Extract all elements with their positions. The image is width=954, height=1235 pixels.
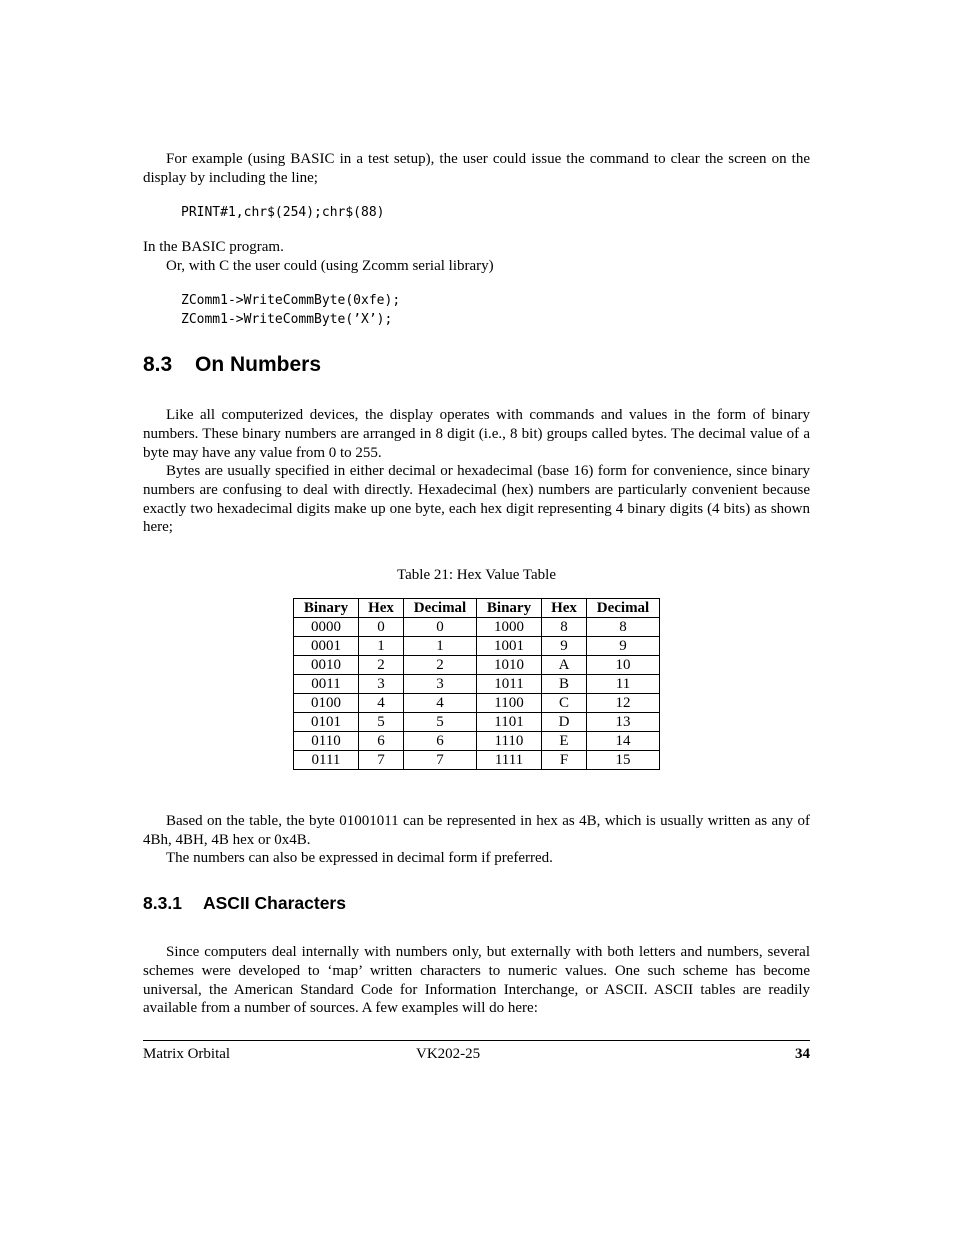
table-cell: 5 [404, 713, 477, 732]
table-cell: 1111 [477, 751, 542, 770]
section-number: 8.3 [143, 353, 173, 376]
table-cell: 5 [359, 713, 404, 732]
after-table-paragraph-1: Based on the table, the byte 01001011 can be represented in hex as 4B, which is usually written as any of 4Bh, 4BH, 4B hex or 0x4B. [143, 813, 810, 848]
table-header-row [294, 599, 660, 618]
numbers-paragraph-1: Like all computerized devices, the display operates with commands and values in the form of binary numbers. These binary numbers are arranged in 8 digit (i.e., 8 bit) groups called bytes. The decimal value of a byte may have any value from 0 to 255. [143, 407, 810, 461]
table-cell: 0110 [294, 732, 359, 751]
header-hex-1: Hex [359, 599, 404, 618]
table-cell: 12 [587, 694, 660, 713]
header-binary-2: Binary [477, 599, 542, 618]
table-cell: 7 [404, 751, 477, 770]
table-row [294, 732, 660, 751]
subsection-heading [143, 893, 346, 914]
footer-company: Matrix Orbital [143, 1046, 231, 1062]
table-cell: 6 [359, 732, 404, 751]
table-cell: 8 [587, 618, 660, 637]
table-row [294, 694, 660, 713]
table-cell: 1001 [477, 637, 542, 656]
table-row [294, 637, 660, 656]
section-heading [143, 353, 321, 377]
c-code-line-2: ZComm1->WriteCommByte(’X’); [181, 312, 393, 327]
hex-value-table [293, 598, 660, 770]
footer-model: VK202-25 [416, 1046, 481, 1062]
table-cell: 9 [587, 637, 660, 656]
intro-paragraph: For example (using BASIC in a test setup), the user could issue the command to clear the screen on the display by including the line; [143, 151, 810, 186]
table-cell: 1 [404, 637, 477, 656]
table-cell: 0111 [294, 751, 359, 770]
table-cell: 4 [359, 694, 404, 713]
table-cell: E [542, 732, 587, 751]
table-cell: 3 [359, 675, 404, 694]
table-cell: C [542, 694, 587, 713]
table-cell: 2 [359, 656, 404, 675]
table-cell: 0 [404, 618, 477, 637]
table-cell: 15 [587, 751, 660, 770]
table-cell: 0100 [294, 694, 359, 713]
table-cell: 0011 [294, 675, 359, 694]
table-caption: Table 21: Hex Value Table [397, 567, 556, 583]
table-cell: 4 [404, 694, 477, 713]
table-cell: 8 [542, 618, 587, 637]
table-row [294, 618, 660, 637]
table-cell: 6 [404, 732, 477, 751]
basic-code-line: PRINT#1,chr$(254);chr$(88) [181, 205, 385, 220]
table-cell: 0101 [294, 713, 359, 732]
c-intro-text: Or, with C the user could (using Zcomm serial library) [166, 258, 494, 274]
table-cell: 1000 [477, 618, 542, 637]
table-cell: 0 [359, 618, 404, 637]
table-cell: 3 [404, 675, 477, 694]
subsection-title: ASCII Characters [203, 893, 346, 913]
table-cell: 0000 [294, 618, 359, 637]
table-cell: 2 [404, 656, 477, 675]
table-row [294, 675, 660, 694]
header-decimal-2: Decimal [587, 599, 660, 618]
table-cell: 7 [359, 751, 404, 770]
header-binary-1: Binary [294, 599, 359, 618]
table-cell: F [542, 751, 587, 770]
table-cell: 1110 [477, 732, 542, 751]
ascii-paragraph: Since computers deal internally with numbers only, but externally with both letters and numbers, several schemes were developed to ‘map’ written characters to numeric values. One such scheme has become universal, the American Standard Code for Information Interchange, or ASCII. ASCII tables are readily available from a number of sources. A few examples will do here: [143, 944, 810, 1017]
basic-program-text: In the BASIC program. [143, 239, 284, 255]
table-cell: A [542, 656, 587, 675]
table-cell: 1010 [477, 656, 542, 675]
page-number: 34 [795, 1046, 810, 1062]
table-cell: 9 [542, 637, 587, 656]
header-decimal-1: Decimal [404, 599, 477, 618]
table-cell: 1011 [477, 675, 542, 694]
section-title: On Numbers [195, 353, 322, 376]
table-cell: 1100 [477, 694, 542, 713]
table-cell: 1101 [477, 713, 542, 732]
table-cell: D [542, 713, 587, 732]
subsection-number: 8.3.1 [143, 893, 182, 913]
numbers-paragraph-2: Bytes are usually specified in either decimal or hexadecimal (base 16) form for convenience, since binary numbers are confusing to deal with directly. Hexadecimal (hex) numbers are particularly convenient because exactly two hexadecimal digits make up one byte, each hex digit representing 4 binary digits (4 bits) as shown here; [143, 463, 810, 536]
hex-table-wrapper [143, 598, 810, 770]
table-row [294, 713, 660, 732]
table-row [294, 656, 660, 675]
table-cell: 13 [587, 713, 660, 732]
table-cell: 1 [359, 637, 404, 656]
table-cell: 0010 [294, 656, 359, 675]
table-cell: B [542, 675, 587, 694]
table-cell: 10 [587, 656, 660, 675]
table-cell: 0001 [294, 637, 359, 656]
page-footer [143, 1040, 810, 1062]
table-cell: 11 [587, 675, 660, 694]
table-row [294, 751, 660, 770]
c-code-line-1: ZComm1->WriteCommByte(0xfe); [181, 293, 401, 308]
header-hex-2: Hex [542, 599, 587, 618]
table-cell: 14 [587, 732, 660, 751]
after-table-paragraph-2: The numbers can also be expressed in decimal form if preferred. [166, 850, 553, 866]
